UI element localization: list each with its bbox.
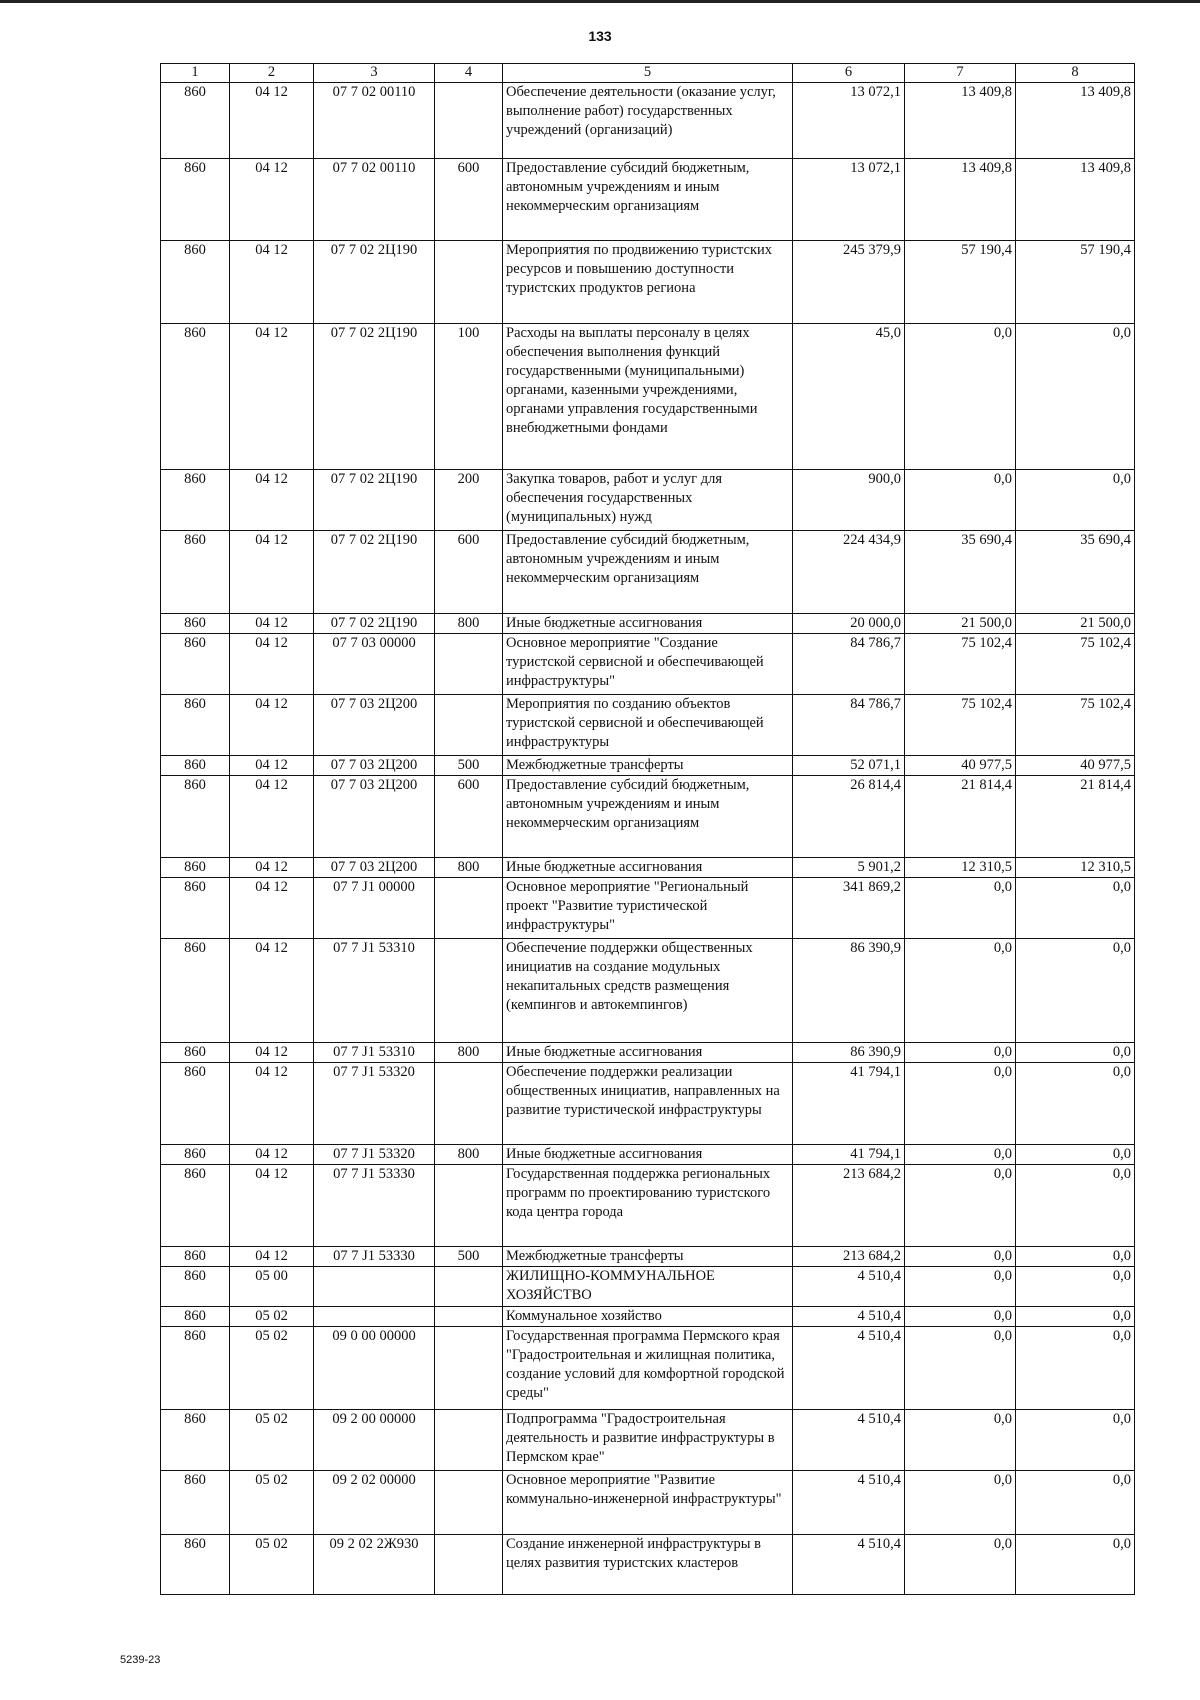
cell-target-article: 07 7 02 2Ц190: [314, 531, 435, 614]
col-header-7: 7: [905, 64, 1016, 83]
cell-admin-code: 860: [161, 1267, 230, 1307]
cell-section-code: 05 02: [230, 1327, 314, 1410]
cell-section-code: 04 12: [230, 634, 314, 695]
cell-amount-year3: 35 690,4: [1016, 531, 1135, 614]
table-row: [161, 1410, 1135, 1471]
cell-expense-type: [435, 939, 503, 1043]
table-row: [161, 1267, 1135, 1307]
cell-amount-year3: 0,0: [1016, 1327, 1135, 1410]
cell-expense-type: [435, 241, 503, 324]
cell-target-article: 07 7 J1 53330: [314, 1247, 435, 1267]
cell-target-article: 07 7 J1 53330: [314, 1165, 435, 1247]
cell-target-article: 07 7 02 00110: [314, 159, 435, 241]
table-row: [161, 1327, 1135, 1410]
cell-amount-year2: 13 409,8: [905, 159, 1016, 241]
cell-expense-type: [435, 878, 503, 939]
cell-expense-type: 800: [435, 1043, 503, 1063]
page-top-border: [0, 0, 1200, 3]
cell-expense-type: [435, 1165, 503, 1247]
cell-description: Иные бюджетные ассигнования: [503, 1145, 793, 1165]
cell-expense-type: 800: [435, 1145, 503, 1165]
cell-expense-type: 200: [435, 470, 503, 531]
cell-amount-year2: 21 814,4: [905, 776, 1016, 858]
cell-amount-year2: 75 102,4: [905, 695, 1016, 756]
cell-expense-type: 600: [435, 159, 503, 241]
cell-admin-code: 860: [161, 939, 230, 1043]
cell-section-code: 04 12: [230, 1247, 314, 1267]
cell-description: Предоставление субсидий бюджетным, автономным учреждениям и иным некоммерческим организациям: [503, 159, 793, 241]
cell-target-article: 07 7 03 2Ц200: [314, 858, 435, 878]
cell-admin-code: 860: [161, 1165, 230, 1247]
cell-amount-year1: 86 390,9: [793, 939, 905, 1043]
cell-section-code: 04 12: [230, 531, 314, 614]
cell-amount-year2: 35 690,4: [905, 531, 1016, 614]
cell-section-code: 04 12: [230, 159, 314, 241]
cell-amount-year1: 5 901,2: [793, 858, 905, 878]
cell-target-article: 09 2 00 00000: [314, 1410, 435, 1471]
cell-amount-year1: 13 072,1: [793, 83, 905, 159]
cell-section-code: 04 12: [230, 858, 314, 878]
cell-admin-code: 860: [161, 1043, 230, 1063]
cell-target-article: [314, 1307, 435, 1327]
cell-amount-year2: 0,0: [905, 1535, 1016, 1595]
cell-amount-year2: 21 500,0: [905, 614, 1016, 634]
cell-amount-year2: 0,0: [905, 1307, 1016, 1327]
cell-amount-year1: 84 786,7: [793, 695, 905, 756]
cell-target-article: 07 7 J1 53320: [314, 1145, 435, 1165]
cell-target-article: 07 7 02 2Ц190: [314, 614, 435, 634]
cell-description: Обеспечение деятельности (оказание услуг, выполнение работ) государственных учреждений (организаций): [503, 83, 793, 159]
cell-amount-year3: 0,0: [1016, 1307, 1135, 1327]
table-row: [161, 695, 1135, 756]
cell-description: Закупка товаров, работ и услуг для обеспечения государственных (муниципальных) нужд: [503, 470, 793, 531]
cell-amount-year3: 0,0: [1016, 1410, 1135, 1471]
cell-expense-type: [435, 1307, 503, 1327]
table-row: [161, 1307, 1135, 1327]
cell-amount-year3: 75 102,4: [1016, 634, 1135, 695]
cell-description: Основное мероприятие "Развитие коммунально-инженерной инфраструктуры": [503, 1471, 793, 1535]
table-row: [161, 241, 1135, 324]
cell-target-article: 09 2 02 00000: [314, 1471, 435, 1535]
cell-description: Межбюджетные трансферты: [503, 756, 793, 776]
cell-amount-year2: 0,0: [905, 1327, 1016, 1410]
cell-amount-year2: 0,0: [905, 324, 1016, 470]
cell-amount-year1: 4 510,4: [793, 1327, 905, 1410]
cell-amount-year1: 26 814,4: [793, 776, 905, 858]
cell-description: Обеспечение поддержки реализации общественных инициатив, направленных на развитие туристической инфраструктуры: [503, 1063, 793, 1145]
cell-expense-type: [435, 1063, 503, 1145]
cell-admin-code: 860: [161, 241, 230, 324]
table-row: [161, 1247, 1135, 1267]
cell-expense-type: 600: [435, 531, 503, 614]
cell-admin-code: 860: [161, 159, 230, 241]
cell-amount-year1: 84 786,7: [793, 634, 905, 695]
cell-section-code: 04 12: [230, 241, 314, 324]
cell-admin-code: 860: [161, 1471, 230, 1535]
cell-amount-year1: 4 510,4: [793, 1410, 905, 1471]
cell-target-article: 07 7 J1 53310: [314, 1043, 435, 1063]
cell-section-code: 04 12: [230, 1145, 314, 1165]
cell-amount-year3: 21 814,4: [1016, 776, 1135, 858]
cell-description: ЖИЛИЩНО-КОММУНАЛЬНОЕ ХОЗЯЙСТВО: [503, 1267, 793, 1307]
table-row: [161, 1043, 1135, 1063]
col-header-4: 4: [435, 64, 503, 83]
cell-section-code: 04 12: [230, 83, 314, 159]
cell-expense-type: 500: [435, 756, 503, 776]
cell-expense-type: 800: [435, 858, 503, 878]
cell-section-code: 04 12: [230, 614, 314, 634]
col-header-3: 3: [314, 64, 435, 83]
cell-description: Подпрограмма "Градостроительная деятельность и развитие инфраструктуры в Пермском крае": [503, 1410, 793, 1471]
cell-admin-code: 860: [161, 1247, 230, 1267]
cell-amount-year1: 86 390,9: [793, 1043, 905, 1063]
table-row: [161, 858, 1135, 878]
table-row: [161, 324, 1135, 470]
cell-amount-year3: 0,0: [1016, 878, 1135, 939]
cell-target-article: 07 7 J1 00000: [314, 878, 435, 939]
cell-section-code: 04 12: [230, 756, 314, 776]
cell-target-article: 07 7 J1 53310: [314, 939, 435, 1043]
table-row: [161, 1165, 1135, 1247]
cell-target-article: 09 2 02 2Ж930: [314, 1535, 435, 1595]
cell-description: Основное мероприятие "Создание туристской сервисной и обеспечивающей инфраструктуры": [503, 634, 793, 695]
table-row: [161, 1535, 1135, 1595]
cell-amount-year1: 45,0: [793, 324, 905, 470]
col-header-2: 2: [230, 64, 314, 83]
cell-section-code: 04 12: [230, 470, 314, 531]
cell-section-code: 04 12: [230, 939, 314, 1043]
cell-expense-type: [435, 1471, 503, 1535]
cell-amount-year3: 13 409,8: [1016, 83, 1135, 159]
cell-expense-type: [435, 1535, 503, 1595]
cell-expense-type: [435, 83, 503, 159]
cell-amount-year1: 224 434,9: [793, 531, 905, 614]
cell-admin-code: 860: [161, 1307, 230, 1327]
cell-admin-code: 860: [161, 1063, 230, 1145]
cell-description: Иные бюджетные ассигнования: [503, 858, 793, 878]
cell-amount-year2: 0,0: [905, 1247, 1016, 1267]
cell-amount-year2: 12 310,5: [905, 858, 1016, 878]
cell-expense-type: [435, 634, 503, 695]
cell-amount-year2: 0,0: [905, 1165, 1016, 1247]
cell-section-code: 05 02: [230, 1410, 314, 1471]
cell-amount-year3: 21 500,0: [1016, 614, 1135, 634]
cell-amount-year3: 0,0: [1016, 324, 1135, 470]
cell-amount-year1: 41 794,1: [793, 1063, 905, 1145]
cell-target-article: 07 7 02 2Ц190: [314, 241, 435, 324]
cell-amount-year1: 900,0: [793, 470, 905, 531]
table-body: [161, 83, 1135, 1595]
cell-amount-year2: 0,0: [905, 1471, 1016, 1535]
cell-amount-year3: 57 190,4: [1016, 241, 1135, 324]
cell-description: Мероприятия по продвижению туристских ресурсов и повышению доступности туристских продуктов региона: [503, 241, 793, 324]
cell-expense-type: [435, 1267, 503, 1307]
cell-expense-type: 500: [435, 1247, 503, 1267]
cell-amount-year3: 0,0: [1016, 1247, 1135, 1267]
cell-expense-type: 600: [435, 776, 503, 858]
cell-description: Иные бюджетные ассигнования: [503, 1043, 793, 1063]
cell-amount-year2: 57 190,4: [905, 241, 1016, 324]
cell-amount-year1: 13 072,1: [793, 159, 905, 241]
cell-expense-type: 800: [435, 614, 503, 634]
cell-admin-code: 860: [161, 878, 230, 939]
cell-description: Обеспечение поддержки общественных инициатив на создание модульных некапитальных средств размещения (кемпингов и автокемпингов): [503, 939, 793, 1043]
cell-amount-year3: 12 310,5: [1016, 858, 1135, 878]
cell-admin-code: 860: [161, 858, 230, 878]
col-header-6: 6: [793, 64, 905, 83]
cell-amount-year2: 0,0: [905, 1145, 1016, 1165]
cell-expense-type: [435, 695, 503, 756]
cell-amount-year3: 0,0: [1016, 1043, 1135, 1063]
cell-section-code: 04 12: [230, 1063, 314, 1145]
table-row: [161, 1145, 1135, 1165]
cell-amount-year3: 0,0: [1016, 1471, 1135, 1535]
cell-target-article: 07 7 J1 53320: [314, 1063, 435, 1145]
cell-admin-code: 860: [161, 1410, 230, 1471]
cell-section-code: 04 12: [230, 695, 314, 756]
col-header-5: 5: [503, 64, 793, 83]
cell-admin-code: 860: [161, 83, 230, 159]
table-row: [161, 756, 1135, 776]
cell-admin-code: 860: [161, 634, 230, 695]
cell-admin-code: 860: [161, 1327, 230, 1410]
cell-admin-code: 860: [161, 756, 230, 776]
cell-amount-year1: 52 071,1: [793, 756, 905, 776]
cell-expense-type: [435, 1327, 503, 1410]
cell-section-code: 05 00: [230, 1267, 314, 1307]
cell-amount-year1: 41 794,1: [793, 1145, 905, 1165]
table-row: [161, 531, 1135, 614]
cell-amount-year2: 40 977,5: [905, 756, 1016, 776]
page-number: 133: [588, 28, 612, 44]
cell-amount-year2: 0,0: [905, 1267, 1016, 1307]
cell-admin-code: 860: [161, 614, 230, 634]
table-row: [161, 1063, 1135, 1145]
table-row: [161, 614, 1135, 634]
table-row: [161, 159, 1135, 241]
cell-amount-year3: 0,0: [1016, 1145, 1135, 1165]
cell-admin-code: 860: [161, 1145, 230, 1165]
cell-amount-year3: 13 409,8: [1016, 159, 1135, 241]
cell-section-code: 05 02: [230, 1535, 314, 1595]
budget-table: [160, 63, 1135, 1595]
cell-description: Государственная поддержка региональных программ по проектированию туристского кода центра города: [503, 1165, 793, 1247]
table-row: [161, 1471, 1135, 1535]
cell-amount-year3: 0,0: [1016, 1165, 1135, 1247]
cell-section-code: 05 02: [230, 1307, 314, 1327]
cell-amount-year2: 75 102,4: [905, 634, 1016, 695]
cell-amount-year3: 0,0: [1016, 1063, 1135, 1145]
cell-amount-year3: 75 102,4: [1016, 695, 1135, 756]
cell-description: Иные бюджетные ассигнования: [503, 614, 793, 634]
cell-amount-year3: 0,0: [1016, 470, 1135, 531]
cell-target-article: 07 7 03 2Ц200: [314, 756, 435, 776]
cell-admin-code: 860: [161, 531, 230, 614]
table-row: [161, 939, 1135, 1043]
table-row: [161, 83, 1135, 159]
cell-amount-year2: 0,0: [905, 1410, 1016, 1471]
cell-target-article: [314, 1267, 435, 1307]
cell-target-article: 09 0 00 00000: [314, 1327, 435, 1410]
cell-amount-year2: 0,0: [905, 939, 1016, 1043]
cell-section-code: 04 12: [230, 1043, 314, 1063]
cell-amount-year1: 20 000,0: [793, 614, 905, 634]
cell-amount-year1: 213 684,2: [793, 1247, 905, 1267]
table-row: [161, 878, 1135, 939]
document-code: 5239-23: [120, 1654, 161, 1666]
cell-section-code: 04 12: [230, 776, 314, 858]
cell-description: Основное мероприятие "Региональный проект "Развитие туристической инфраструктуры": [503, 878, 793, 939]
cell-description: Межбюджетные трансферты: [503, 1247, 793, 1267]
cell-amount-year1: 4 510,4: [793, 1307, 905, 1327]
cell-target-article: 07 7 03 00000: [314, 634, 435, 695]
cell-target-article: 07 7 02 00110: [314, 83, 435, 159]
col-header-8: 8: [1016, 64, 1135, 83]
cell-amount-year2: 13 409,8: [905, 83, 1016, 159]
cell-description: Коммунальное хозяйство: [503, 1307, 793, 1327]
table-row: [161, 776, 1135, 858]
cell-amount-year1: 213 684,2: [793, 1165, 905, 1247]
cell-description: Государственная программа Пермского края "Градостроительная и жилищная политика, создание условий для комфортной городской среды": [503, 1327, 793, 1410]
cell-amount-year2: 0,0: [905, 1043, 1016, 1063]
cell-amount-year3: 0,0: [1016, 1267, 1135, 1307]
cell-amount-year3: 0,0: [1016, 939, 1135, 1043]
cell-admin-code: 860: [161, 1535, 230, 1595]
cell-admin-code: 860: [161, 470, 230, 531]
cell-section-code: 05 02: [230, 1471, 314, 1535]
cell-target-article: 07 7 02 2Ц190: [314, 324, 435, 470]
cell-description: Предоставление субсидий бюджетным, автономным учреждениям и иным некоммерческим организациям: [503, 531, 793, 614]
cell-section-code: 04 12: [230, 878, 314, 939]
cell-section-code: 04 12: [230, 324, 314, 470]
cell-admin-code: 860: [161, 776, 230, 858]
cell-description: Предоставление субсидий бюджетным, автономным учреждениям и иным некоммерческим организациям: [503, 776, 793, 858]
cell-admin-code: 860: [161, 695, 230, 756]
table-row: [161, 634, 1135, 695]
cell-expense-type: [435, 1410, 503, 1471]
cell-description: Расходы на выплаты персоналу в целях обеспечения выполнения функций государственными (муниципальными) органами, казенными учреждениями, органами управления государственными внебюджетными фондами: [503, 324, 793, 470]
cell-amount-year2: 0,0: [905, 470, 1016, 531]
cell-amount-year1: 4 510,4: [793, 1535, 905, 1595]
cell-section-code: 04 12: [230, 1165, 314, 1247]
cell-amount-year1: 4 510,4: [793, 1267, 905, 1307]
cell-target-article: 07 7 03 2Ц200: [314, 695, 435, 756]
cell-description: Создание инженерной инфраструктуры в целях развития туристских кластеров: [503, 1535, 793, 1595]
cell-amount-year3: 40 977,5: [1016, 756, 1135, 776]
cell-amount-year1: 245 379,9: [793, 241, 905, 324]
cell-admin-code: 860: [161, 324, 230, 470]
cell-target-article: 07 7 03 2Ц200: [314, 776, 435, 858]
col-header-1: 1: [161, 64, 230, 83]
cell-description: Мероприятия по созданию объектов туристской сервисной и обеспечивающей инфраструктуры: [503, 695, 793, 756]
header-row: [161, 64, 1135, 83]
cell-amount-year1: 341 869,2: [793, 878, 905, 939]
cell-amount-year2: 0,0: [905, 1063, 1016, 1145]
cell-expense-type: 100: [435, 324, 503, 470]
cell-amount-year1: 4 510,4: [793, 1471, 905, 1535]
table-row: [161, 470, 1135, 531]
cell-amount-year3: 0,0: [1016, 1535, 1135, 1595]
cell-target-article: 07 7 02 2Ц190: [314, 470, 435, 531]
cell-amount-year2: 0,0: [905, 878, 1016, 939]
